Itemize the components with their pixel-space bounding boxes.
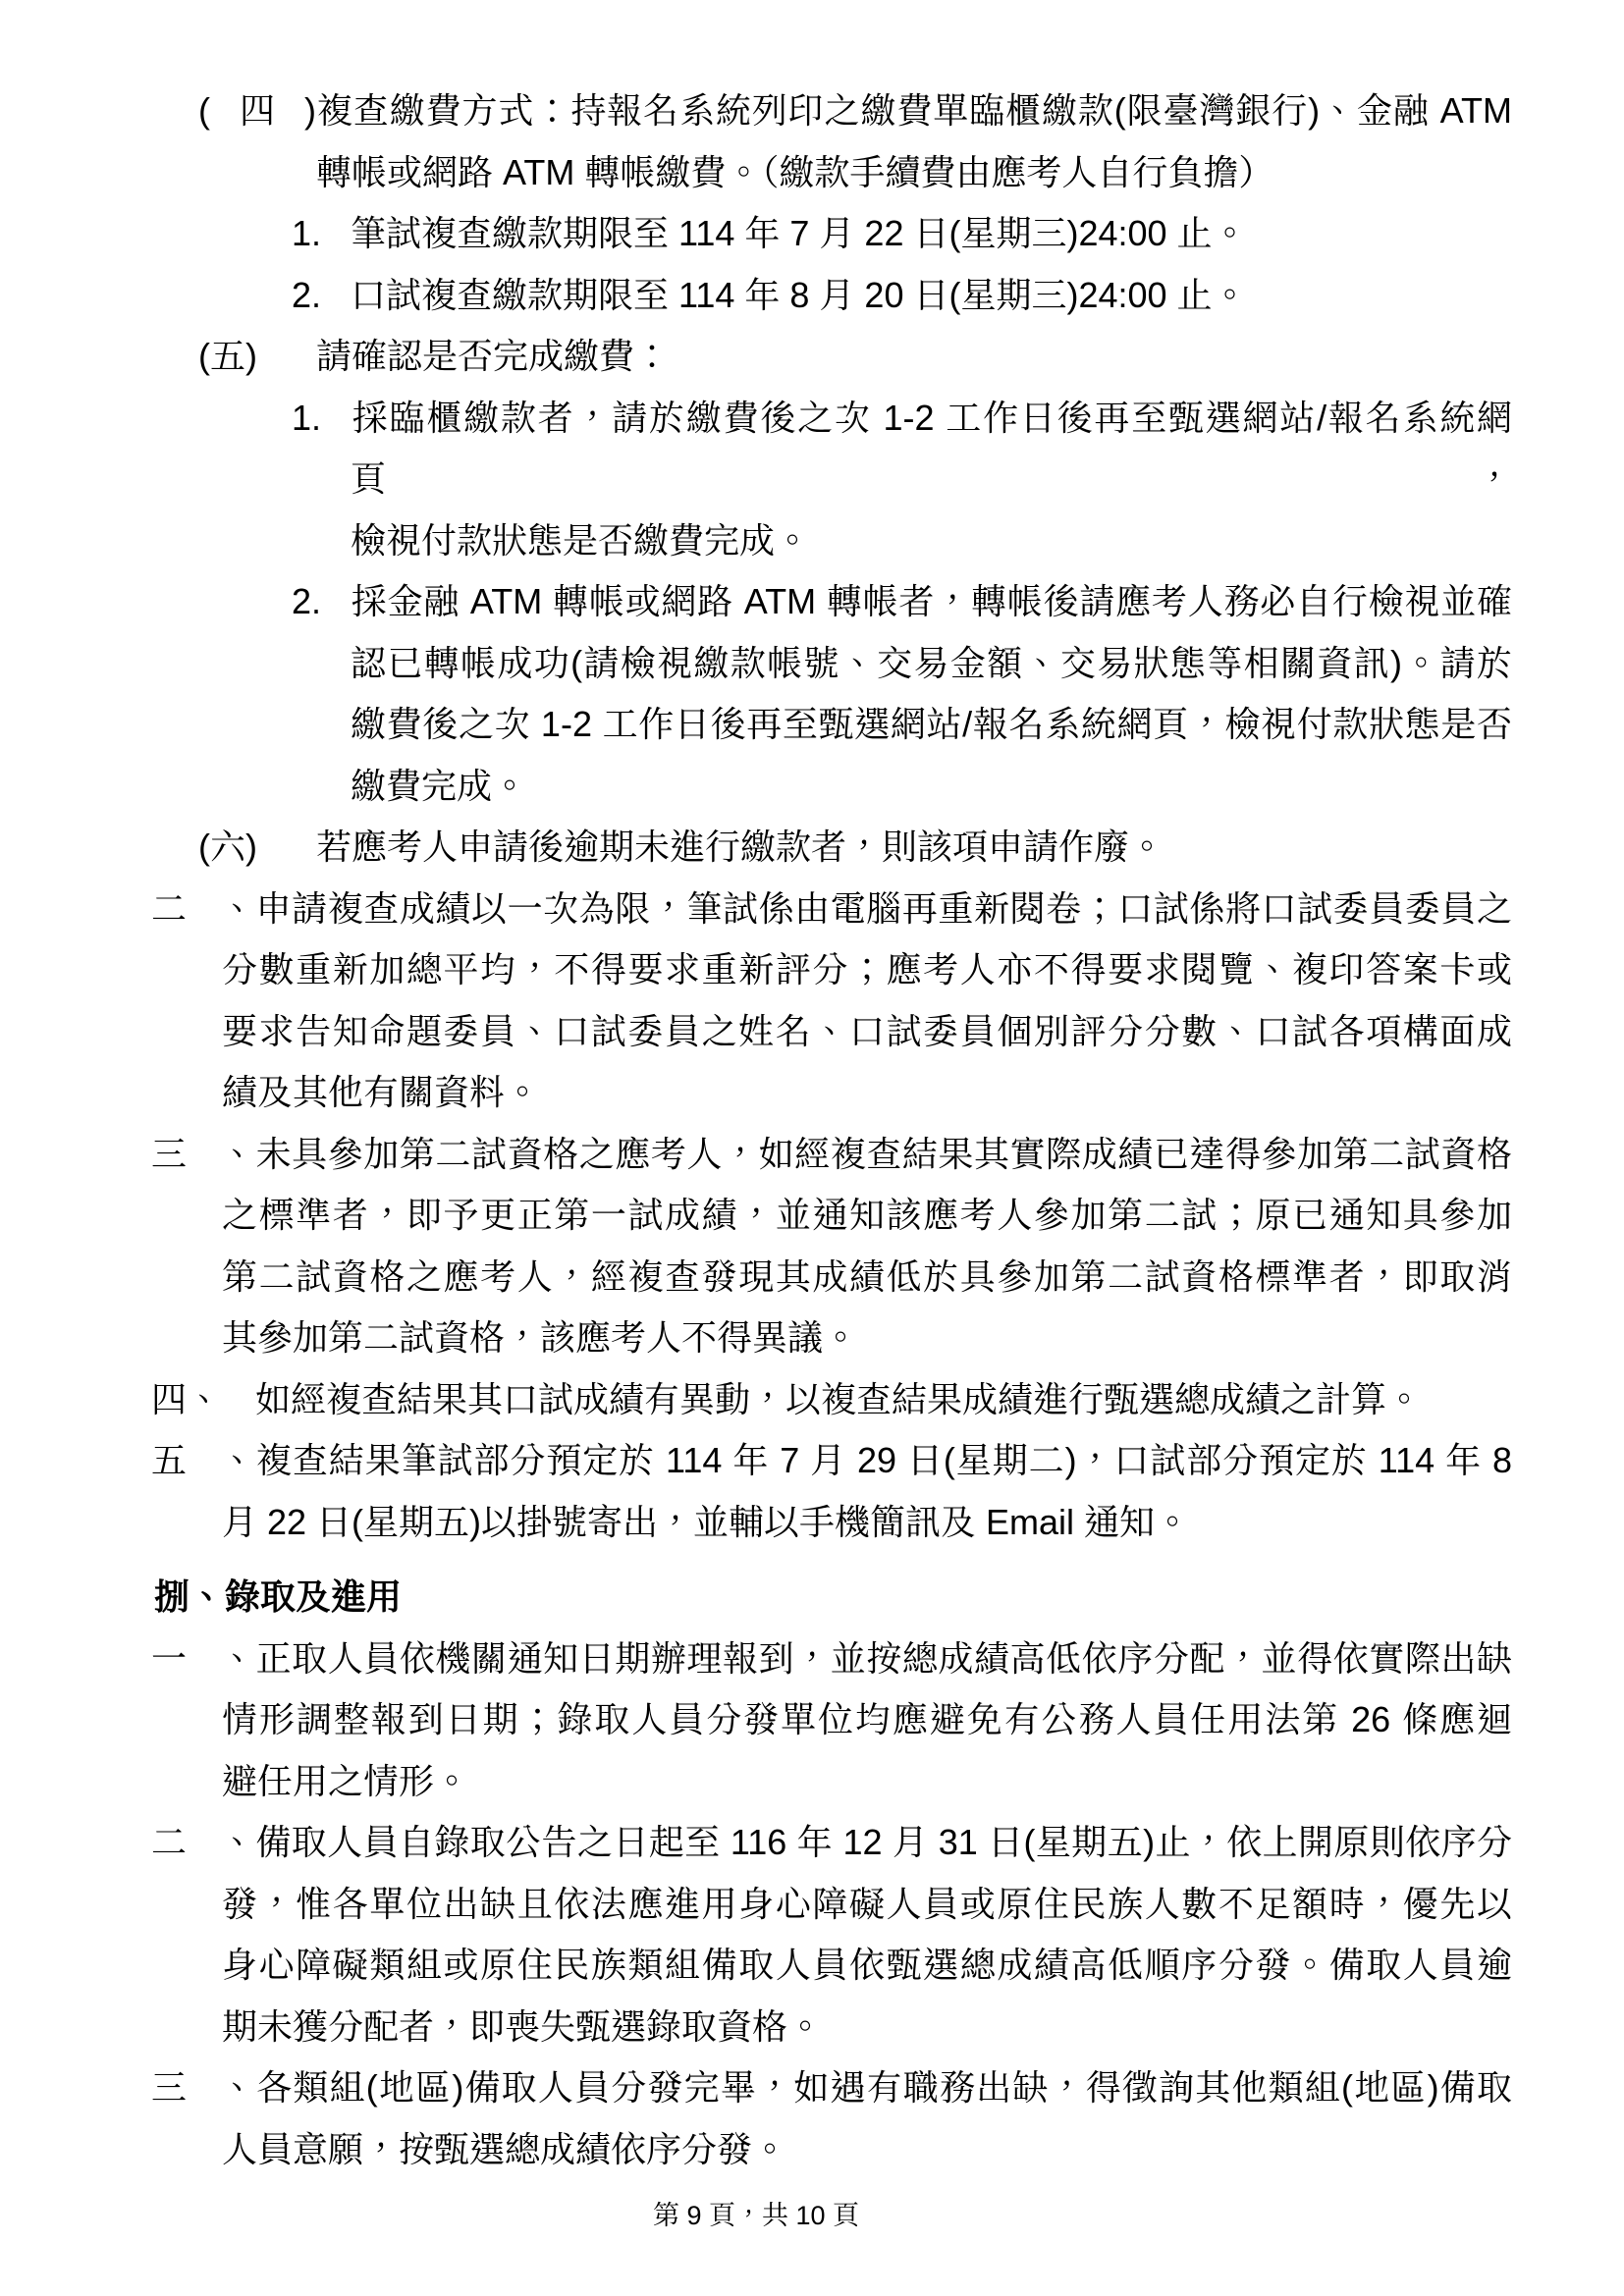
item-marker: 一、: [151, 1637, 255, 1679]
text-line: 人員意願，按甄選總成績依序分發。: [222, 2128, 788, 2169]
text-line: 2. 口試複查繳款期限至 114 年 8 月 20 日(星期三)24:00 止。: [351, 265, 1512, 327]
text-line: 2. 採金融 ATM 轉帳或網路 ATM 轉帳者，轉帳後請應考人務必自行檢視並確: [351, 571, 1512, 633]
text-line: 三、未具參加第二試資格之應考人，如經複查結果其實際成績已達得參加第二試資格: [222, 1124, 1512, 1186]
text-line: 五、複查結果筆試部分預定於 114 年 7 月 29 日(星期二)，口試部分預定於 114 年 8: [222, 1430, 1512, 1492]
text-line: 一、正取人員依機關通知日期辦理報到，並按總成績高低依序分配，並得依實際出缺: [222, 1629, 1512, 1690]
item-marker: (六): [198, 827, 257, 867]
document-body: [0, 80, 1512, 2180]
list-item: [0, 2057, 1512, 2180]
list-item: [0, 571, 1512, 817]
item-marker: 2.: [292, 581, 322, 621]
item-marker: 三、: [151, 2067, 255, 2108]
text-line: 繳費後之次 1-2 工作日後再至甄選網站/報名系統網頁，檢視付款狀態是否: [351, 704, 1512, 744]
item-marker: 二、: [151, 1822, 255, 1862]
item-marker: 四、: [151, 1378, 223, 1419]
text-line: (六) 若應考人申請後逾期未進行繳款者，則該項申請作廢。: [316, 817, 1512, 879]
text-line: 要求告知命題委員、口試委員之姓名、口試委員個別評分分數、口試各項構面成: [222, 1010, 1512, 1051]
text-line: 1. 採臨櫃繳款者，請於繳費後之次 1-2 工作日後再至甄選網站/報名系統網頁，: [351, 388, 1512, 510]
item-marker: (四): [198, 90, 316, 131]
list-item: [0, 1430, 1512, 1553]
item-marker: 2.: [292, 274, 322, 315]
list-item: [0, 817, 1512, 879]
item-marker: 1.: [292, 397, 322, 438]
text-line: 其參加第二試資格，該應考人不得異議。: [222, 1317, 859, 1358]
list-item: [0, 1124, 1512, 1369]
text-line: 轉帳或網路 ATM 轉帳繳費。（繳款手續費由應考人自行負擔）: [316, 151, 1274, 192]
section-heading: [0, 1567, 1512, 1629]
list-item: [0, 1629, 1512, 1813]
text-line: 月 22 日(星期五)以掛號寄出，並輔以手機簡訊及 Email 通知。: [222, 1501, 1191, 1542]
item-marker: (五): [198, 336, 257, 376]
list-item: [0, 80, 1512, 203]
text-line: 繳費完成。: [351, 765, 528, 806]
text-line: 1. 筆試複查繳款期限至 114 年 7 月 22 日(星期三)24:00 止。: [351, 203, 1512, 265]
item-marker: 五、: [151, 1440, 255, 1480]
text-line: 檢視付款狀態是否繳費完成。: [351, 519, 811, 561]
text-line: 績及其他有關資料。: [222, 1072, 541, 1112]
list-item: [0, 388, 1512, 572]
text-line: 發，惟各單位出缺且依法應進用身心障礙人員或原住民族人數不足額時，優先以: [222, 1883, 1512, 1924]
list-item: [0, 203, 1512, 265]
item-marker: 1.: [292, 213, 322, 253]
text-line: 身心障礙類組或原住民族類組備取人員依甄選總成績高低順序分發。備取人員逾: [222, 1945, 1512, 1985]
text-line: (四)複查繳費方式：持報名系統列印之繳費單臨櫃繳款(限臺灣銀行)、金融 ATM: [316, 80, 1512, 142]
list-item: [0, 326, 1512, 388]
text-line: 二、備取人員自錄取公告之日起至 116 年 12 月 31 日(星期五)止，依上開原則依序分: [222, 1812, 1512, 1874]
text-line: 捌、錄取及進用: [154, 1576, 403, 1617]
item-marker: 三、: [151, 1133, 255, 1174]
text-line: 第二試資格之應考人，經複查發現其成績低於具參加第二試資格標準者，即取消: [222, 1255, 1512, 1297]
text-line: 分數重新加總平均，不得要求重新評分；應考人亦不得要求閱覽、複印答案卡或: [222, 949, 1512, 989]
item-marker: 捌、: [154, 1576, 226, 1617]
text-line: 情形調整報到日期；錄取人員分發單位均應避免有公務人員任用法第 26 條應迴: [222, 1699, 1512, 1739]
list-item: [0, 879, 1512, 1124]
page-footer: 第 9 頁，共 10 頁: [652, 2201, 860, 2230]
text-line: 四、 如經複查結果其口試成績有異動，以複查結果成績進行甄選總成績之計算。: [222, 1369, 1512, 1431]
list-item: [0, 265, 1512, 327]
text-line: 避任用之情形。: [222, 1760, 470, 1801]
text-line: 三、各類組(地區)備取人員分發完畢，如遇有職務出缺，得徵詢其他類組(地區)備取: [222, 2057, 1512, 2119]
text-line: (五) 請確認是否完成繳費：: [316, 326, 1512, 388]
item-marker: 二、: [151, 887, 255, 929]
list-item: [0, 1812, 1512, 2057]
text-line: 之標準者，即予更正第一試成績，並通知該應考人參加第二試；原已通知具參加: [222, 1195, 1512, 1235]
text-line: 認已轉帳成功(請檢視繳款帳號、交易金額、交易狀態等相關資訊)。請於: [351, 642, 1512, 683]
text-line: 期未獲分配者，即喪失甄選錄取資格。: [222, 2005, 824, 2047]
list-item: [0, 1369, 1512, 1431]
text-line: 二、申請複查成績以一次為限，筆試係由電腦再重新閱卷；口試係將口試委員委員之: [222, 879, 1512, 940]
